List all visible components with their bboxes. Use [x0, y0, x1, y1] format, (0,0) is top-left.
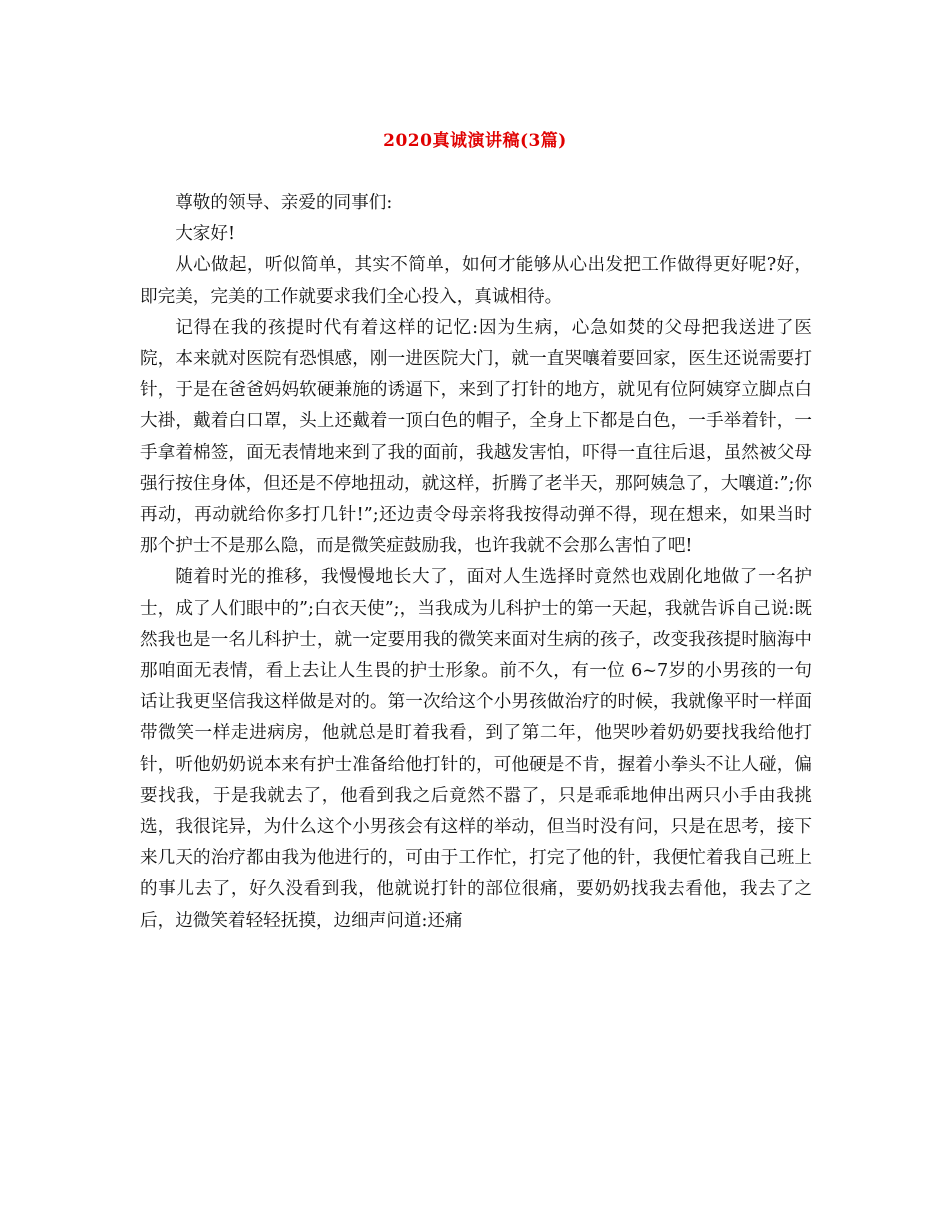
- paragraph-intro: 从心做起，听似简单，其实不简单，如何才能够从心出发把工作做得更好呢?好，即完美，完美的工作就要求我们全心投入，真诚相待。: [140, 255, 812, 307]
- paragraph-childhood-memory: 记得在我的孩提时代有着这样的记忆:因为生病，心急如焚的父母把我送进了医院，本来就对医院有恐惧感，刚一进医院大门，就一直哭嚷着要回家，医生还说需要打针，于是在爸爸妈妈软硬兼施的诱逼下，来到了打针的地方，就见有位阿姨穿立脚点白大褂，戴着白口罩，头上还戴着一顶白色的帽子，全身上下都是白色，一手举着针，一手拿着棉签，面无表情地来到了我的面前，我越发害怕，吓得一直往后退，虽然被父母强行按住身体，但还是不停地扭动，就这样，折腾了老半天，那阿姨急了，大嚷道:”;你再动，再动就给你多打几针!”;还边责令母亲将我按得动弹不得，现在想来，如果当时那个护士不是那么隐，而是微笑症鼓励我，也许我就不会那么害怕了吧!: [140, 317, 812, 557]
- document-title: 2020真诚演讲稿(3篇): [383, 131, 567, 151]
- document-body: [140, 188, 812, 937]
- paragraph-salutation: 尊敬的领导、亲爱的同事们:: [175, 193, 393, 213]
- paragraph-greeting: 大家好!: [175, 224, 236, 245]
- paragraph-nurse-story: 随着时光的推移，我慢慢地长大了，面对人生选择时竟然也戏剧化地做了一名护士，成了人们眼中的”;白衣天使”;，当我成为儿科护士的第一天起，我就告诉自己说:既然我也是一名儿科护士，就一定要用我的微笑来面对生病的孩子，改变我孩提时脑海中那咱面无表情，看上去让人生畏的护士形象。前不久，有一位 6~7岁的小男孩的一句话让我更坚信我这样做是对的。第一次给这个小男孩做治疗的时候，我就像平时一样面带微笑一样走进病房，他就总是盯着我看，到了第二年，他哭吵着奶奶要找我给他打针，听他奶奶说本来有护士准备给他打针的，可他硬是不肯，握着小拳头不让人碰，偏要找我，于是我就去了，他看到我之后竟然不嚣了，只是乖乖地伸出两只小手由我挑选，我很诧异，为什么这个小男孩会有这样的举动，但当时没有问，只是在思考，接下来几天的治疗都由我为他进行的，可由于工作忙，打完了他的针，我便忙着我自己班上的事儿去了，好久没看到我，他就说打针的部位很痛，要奶奶找我去看他，我去了之后，边微笑着轻轻抚摸，边细声问道:还痛: [140, 567, 812, 931]
